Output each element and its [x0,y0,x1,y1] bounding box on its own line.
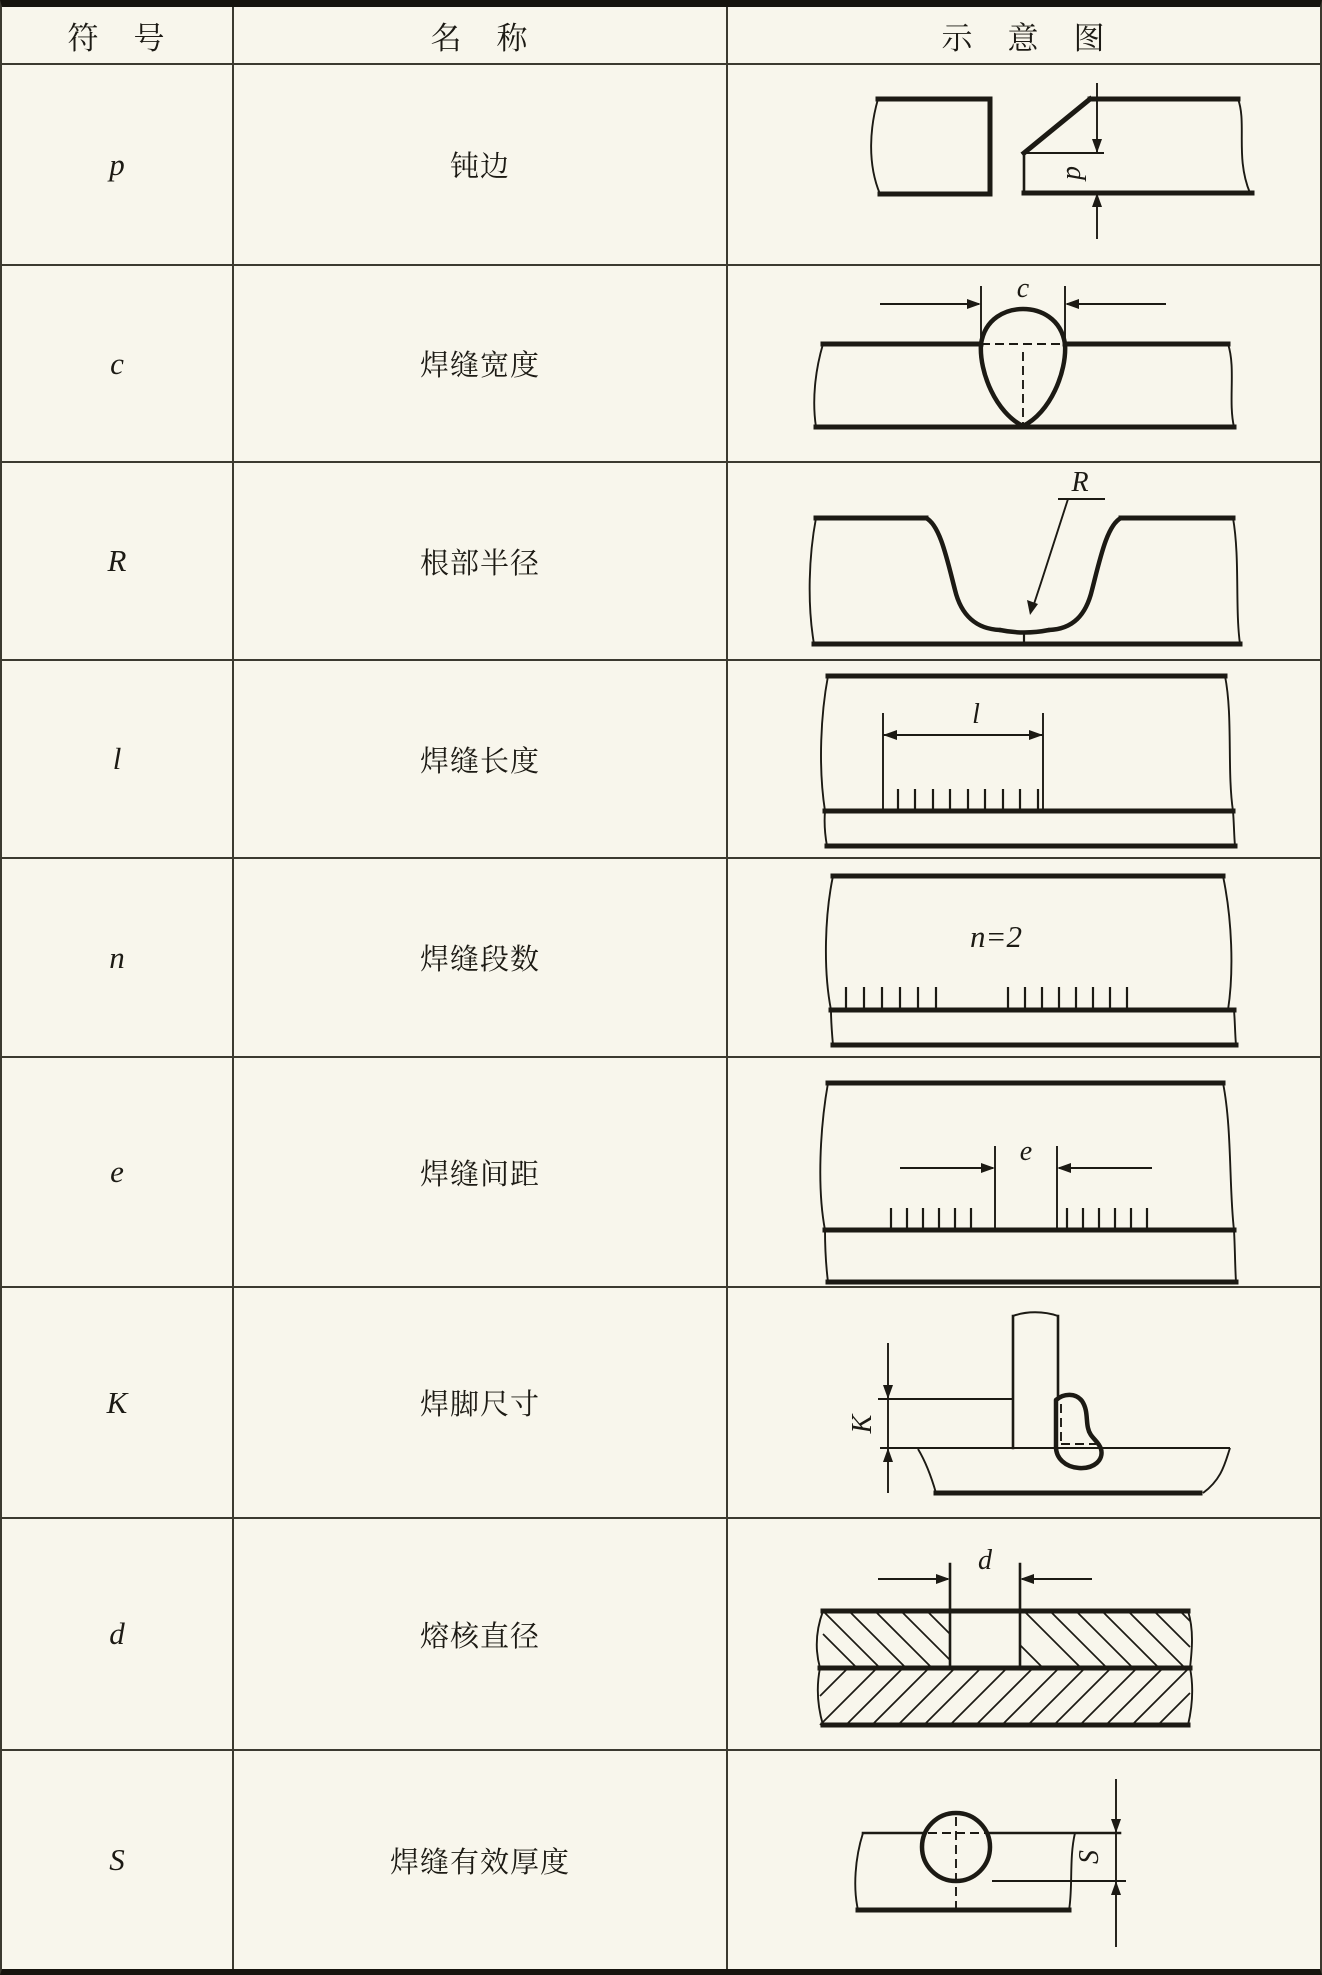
diagram-cell-R [728,463,1320,661]
diagram-weld-width [728,266,1320,461]
name-R: 根部半径 [419,547,540,580]
diagram-weld-segments [728,859,1320,1056]
symbol-cell-c [2,266,234,463]
symbol-d: d [109,1616,125,1651]
header-diagram [728,7,1320,65]
symbol-l: l [112,741,122,776]
dim-label-c: c [1016,273,1030,304]
symbol-cell-e [2,1058,234,1288]
diagram-nugget-diameter [728,1519,1320,1749]
diagram-effective-throat [728,1753,1320,1967]
symbol-c: c [110,345,124,381]
name-S: 焊缝有效厚度 [389,1846,570,1879]
diagram-weld-spacing [728,1058,1320,1286]
name-cell-R [234,463,728,661]
diagram-cell-S [728,1751,1320,1969]
name-l: 焊缝长度 [419,745,540,778]
name-cell-l [234,661,728,859]
symbol-cell-l [2,661,234,859]
symbol-cell-R [2,463,234,661]
dim-label-R: R [1071,467,1089,498]
diagram-weld-length [728,661,1320,857]
name-cell-p [234,65,728,266]
diagram-cell-l [728,661,1320,859]
symbol-n: n [109,939,125,975]
diagram-cell-d [728,1519,1320,1751]
header-symbol-label: 符 号 [67,20,167,56]
diagram-cell-n [728,859,1320,1058]
header-symbol [2,7,234,65]
symbol-K: K [106,1384,128,1420]
dim-label-l: l [972,699,980,730]
dim-label-e: e [1019,1136,1033,1167]
name-cell-d [234,1519,728,1751]
diagram-cell-e [728,1058,1320,1288]
diagram-cell-c [728,266,1320,463]
name-p: 钝边 [449,151,510,183]
symbol-cell-p [2,65,234,266]
diagram-root-radius [728,463,1320,659]
name-n: 焊缝段数 [419,944,540,976]
header-name [234,7,728,65]
header-diagram-label: 示 意 图 [941,20,1107,56]
diagram-root-face [728,65,1320,264]
symbol-cell-d [2,1519,234,1751]
name-cell-e [234,1058,728,1288]
name-cell-n [234,859,728,1058]
name-cell-S [234,1751,728,1969]
name-cell-c [234,266,728,463]
symbol-cell-S [2,1751,234,1969]
symbol-cell-n [2,859,234,1058]
symbol-e: e [110,1154,124,1189]
symbol-cell-K [2,1288,234,1519]
name-c: 焊缝宽度 [419,350,540,382]
symbol-S: S [109,1842,125,1877]
symbol-p: p [109,146,125,182]
diagram-fillet-leg [728,1288,1320,1517]
diagram-cell-K [728,1288,1320,1519]
symbol-R: R [107,543,127,578]
dim-label-K: K [847,1414,878,1434]
name-d: 熔核直径 [419,1620,540,1653]
diagram-cell-p [728,65,1320,266]
dim-label-d: d [978,1545,992,1576]
header-name-label: 名 称 [430,20,530,56]
dim-label-n: n=2 [970,919,1022,954]
dim-label-S: S [1074,1850,1105,1864]
name-e: 焊缝间距 [419,1158,540,1191]
dim-label-p: p [1056,166,1087,180]
name-cell-K [234,1288,728,1519]
name-K: 焊脚尺寸 [419,1389,540,1421]
